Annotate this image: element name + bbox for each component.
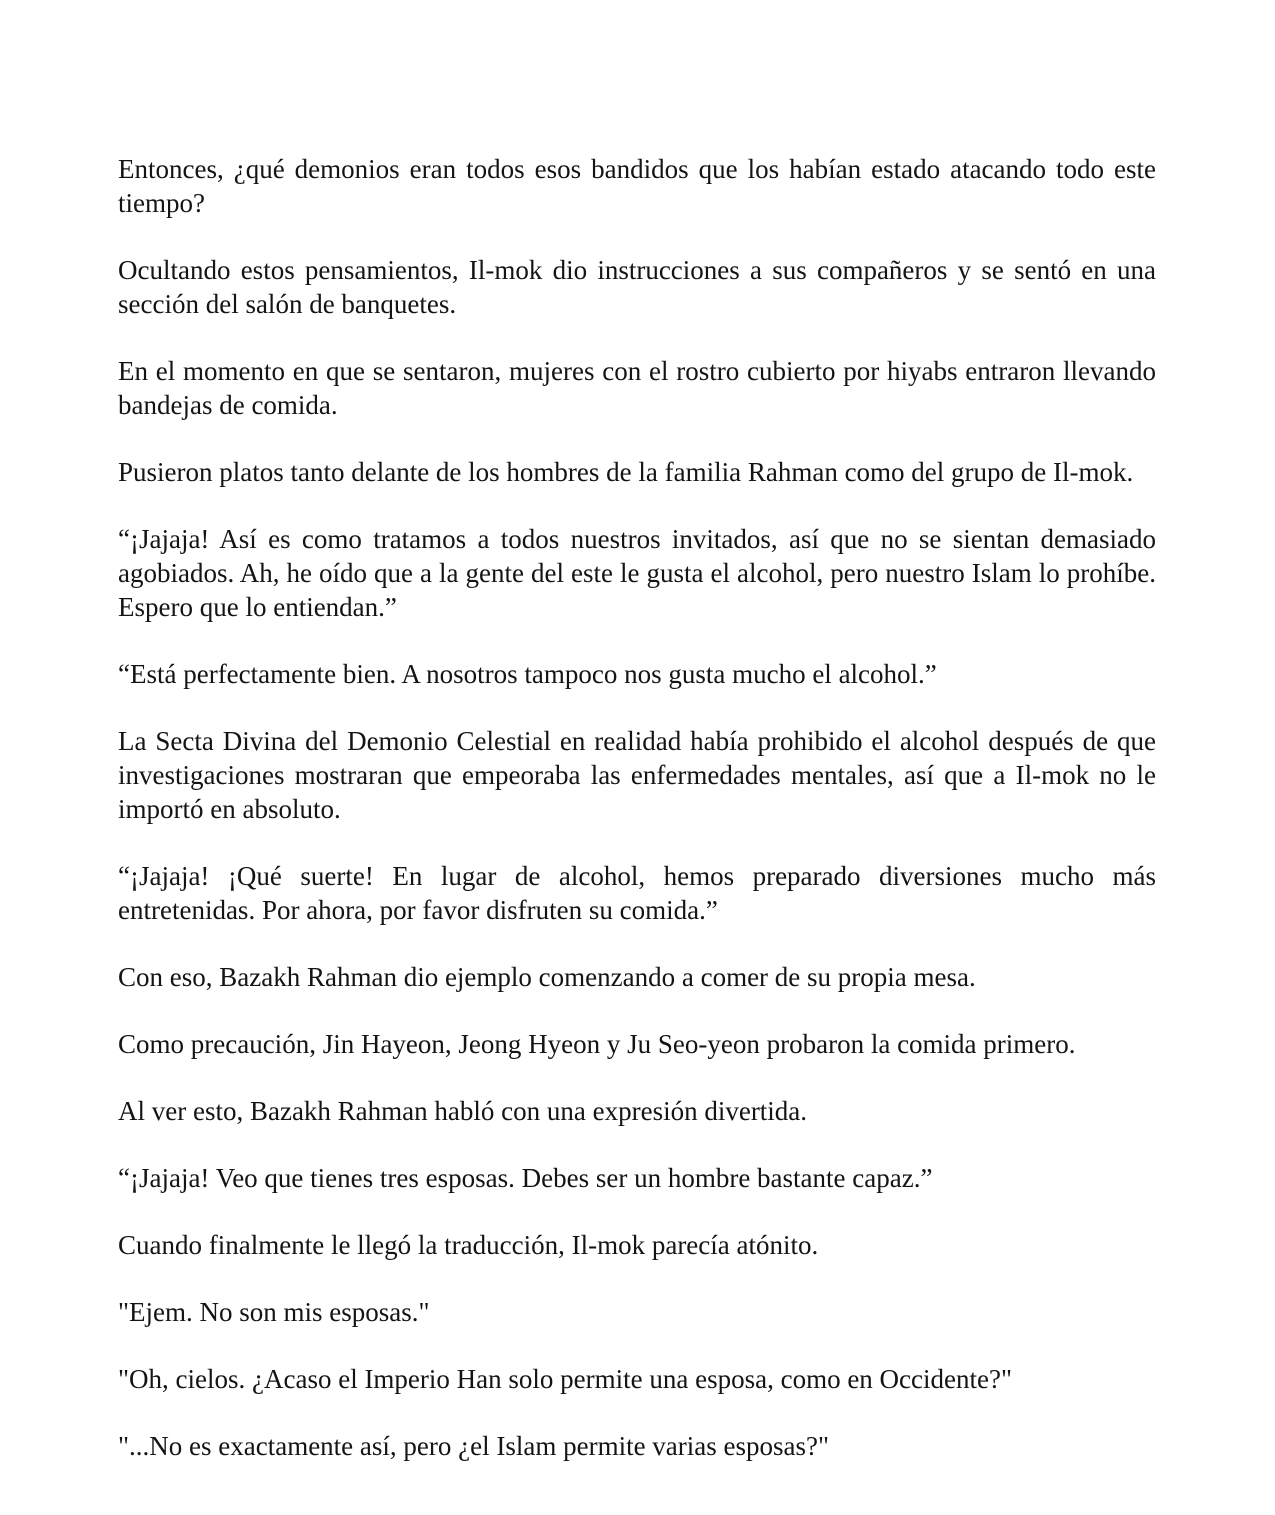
paragraph-1: Entonces, ¿qué demonios eran todos esos bandidos que los habían estado atacando todo este tiempo? [118,154,1156,218]
paragraph-11: Al ver esto, Bazakh Rahman habló con una expresión divertida. [118,1096,808,1126]
paragraph-9: Con eso, Bazakh Rahman dio ejemplo comenzando a comer de su propia mesa. [118,962,976,992]
paragraph-16: "...No es exactamente así, pero ¿el Islam permite varias esposas?" [118,1431,830,1461]
paragraph-4: Pusieron platos tanto delante de los hombres de la familia Rahman como del grupo de Il-mok. [118,457,1134,487]
paragraph-6: “Está perfectamente bien. A nosotros tampoco nos gusta mucho el alcohol.” [118,659,937,689]
paragraph-12: “¡Jajaja! Veo que tienes tres esposas. Debes ser un hombre bastante capaz.” [118,1163,933,1193]
paragraph-14: "Ejem. No son mis esposas." [118,1297,430,1327]
paragraph-10: Como precaución, Jin Hayeon, Jeong Hyeon y Ju Seo-yeon probaron la comida primero. [118,1029,1076,1059]
paragraph-8: “¡Jajaja! ¡Qué suerte! En lugar de alcohol, hemos preparado diversiones mucho más entretenidas. Por ahora, por favor disfruten su comida.” [118,861,1156,925]
paragraph-2: Ocultando estos pensamientos, Il-mok dio instrucciones a sus compañeros y se sentó en una sección del salón de banquetes. [118,255,1156,319]
paragraph-15: "Oh, cielos. ¿Acaso el Imperio Han solo permite una esposa, como en Occidente?" [118,1364,1012,1394]
document-page [118,152,1156,1463]
paragraph-5: “¡Jajaja! Así es como tratamos a todos nuestros invitados, así que no se sientan demasiado agobiados. Ah, he oído que a la gente del este le gusta el alcohol, pero nuestro Islam lo prohíbe. Espero que lo entiendan.” [118,524,1156,622]
paragraph-7: La Secta Divina del Demonio Celestial en realidad había prohibido el alcohol después de que investigaciones mostraran que empeoraba las enfermedades mentales, así que a Il-mok no le importó en absoluto. [118,726,1156,824]
paragraph-3: En el momento en que se sentaron, mujeres con el rostro cubierto por hiyabs entraron llevando bandejas de comida. [118,356,1156,420]
paragraph-13: Cuando finalmente le llegó la traducción, Il-mok parecía atónito. [118,1230,819,1260]
